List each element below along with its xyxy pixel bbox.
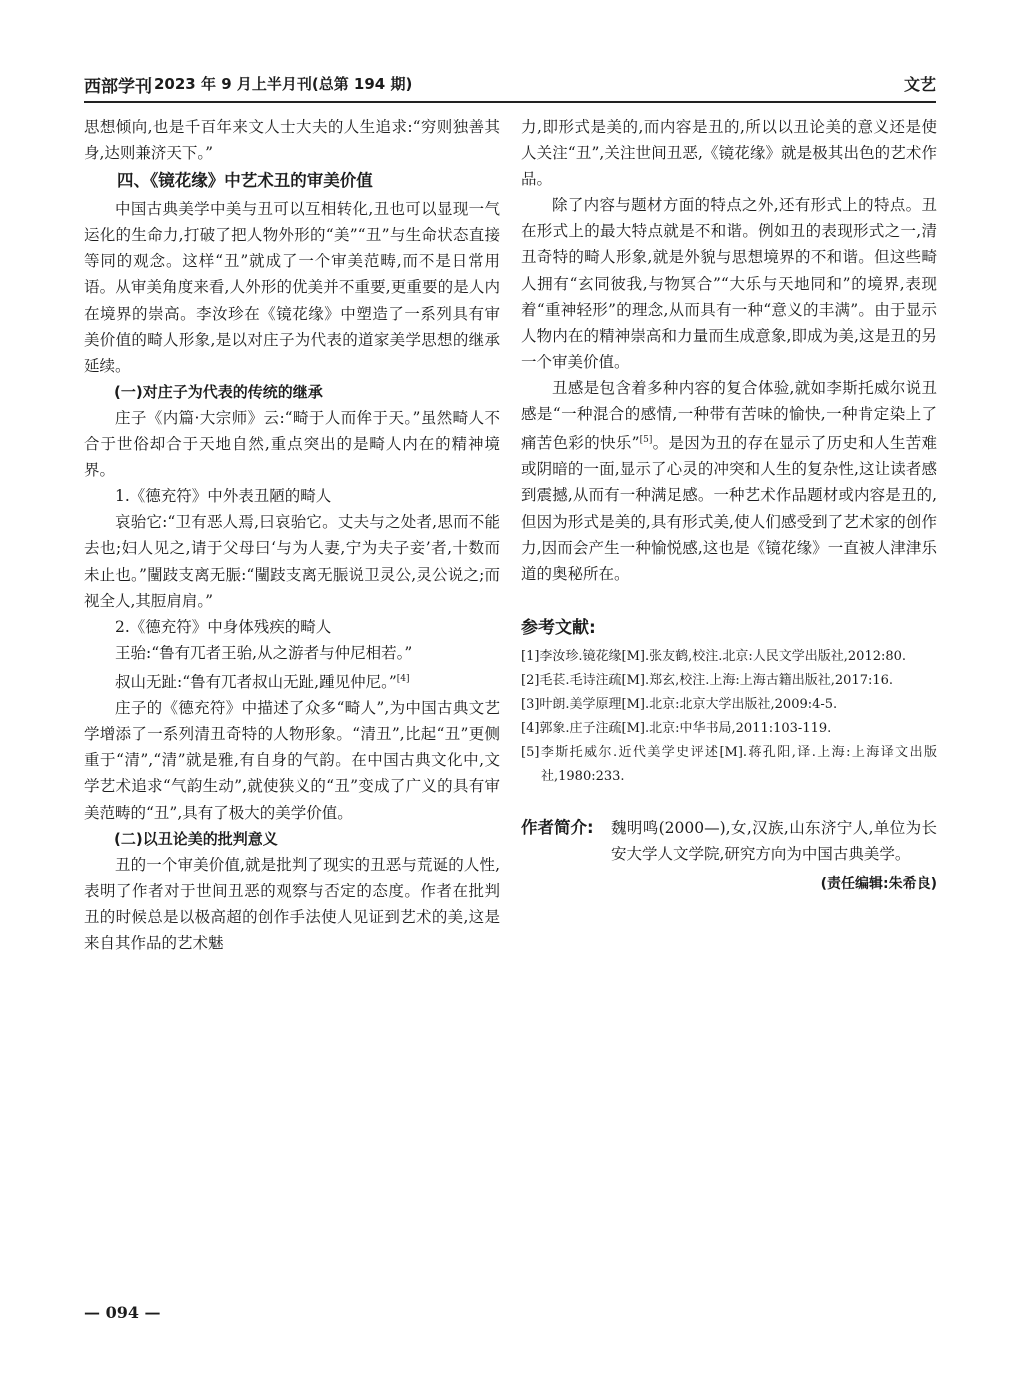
- reference-item: [1]李汝珍.镜花缘[M].张友鹤,校注.北京:人民文学出版社,2012:80.: [521, 648, 907, 664]
- paragraph: 庄子《内篇·大宗师》云:“畸于人而侔于天。”虽然畸人不合于世俗却合于天地自然,重点突出的是畸人内在的精神境界。: [84, 408, 500, 480]
- paragraph: [521, 375, 937, 587]
- paragraph: 王骀:“鲁有兀者王骀,从之游者与仲尼相若。”: [115, 643, 413, 662]
- reference-item: [3]叶朗.美学原理[M].北京:北京大学出版社,2009:4-5.: [521, 696, 838, 712]
- paragraph: 思想倾向,也是千百年来文人士大夫的人生追求:“穷则独善其身,达则兼济天下。”: [84, 118, 500, 163]
- citation-mark: [5]: [639, 435, 653, 446]
- paragraph: 丑的一个审美价值,就是批判了现实的丑恶与荒诞的人性,表明了作者对于世间丑恶的观察与否定的态度。作者在批判丑的时候总是以极高超的创作手法使人见证到艺术的美,这是来自其作品的艺术魅: [84, 855, 500, 952]
- author-bio: [521, 815, 937, 867]
- subsection-heading: (一)对庄子为代表的传统的继承: [114, 382, 323, 401]
- author-bio-text: 魏明鸣(2000—),女,汉族,山东济宁人,单位为长安大学人文学院,研究方向为中国古典美学。: [611, 818, 937, 863]
- issue-info: 2023 年 9 月上半月刊(总第 194 期): [154, 75, 413, 93]
- paragraph: 庄子的《德充符》中描述了众多“畸人”,为中国古典文艺学增添了一系列清丑奇特的人物形象。“清丑”,比起“丑”更侧重于“清”,“清”就是雅,有自身的气韵。在中国古典文化中,文学艺术追求“气韵生动”,就使狭义的“丑”变成了广义的具有审美范畴的“丑”,具有了极大的美学价值。: [84, 699, 500, 822]
- paragraph: 除了内容与题材方面的特点之外,还有形式上的特点。丑在形式上的最大特点就是不和谐。例如丑的表现形式之一,清丑奇特的畸人形象,就是外貌与思想境界的不和谐。但这些畸人拥有“玄同彼我,与物冥合”“大乐与天地同和”的境界,表现着“重神轻形”的理念,从而具有一种“意义的丰满”。由于显示人物内在的精神崇高和力量而生成意象,即成为美,这是丑的另一个审美价值。: [521, 196, 937, 371]
- journal-logo: 西部学刊: [84, 77, 152, 97]
- paragraph-text: 。是因为丑的存在显示了历史和人生苦难或阴暗的一面,显示了心灵的冲突和人生的复杂性,这让读者感到震撼,从而有一种满足感。一种艺术作品题材或内容是丑的,但因为形式是美的,具有形式美,使人们感受到了艺术家的创作力,因而会产生一种愉悦感,这也是《镜花缘》一直被人津津乐道的奥秘所在。: [521, 434, 937, 583]
- paragraph: 力,即形式是美的,而内容是丑的,所以以丑论美的意义还是使人关注“丑”,关注世间丑恶,《镜花缘》就是极其出色的艺术作品。: [521, 118, 937, 189]
- paragraph: [84, 666, 500, 695]
- paragraph-text: 丑感是包含着多种内容的复合体验,就如李斯托威尔说丑感是“一种混合的感情,一种带有苦味的愉快,一种肯定染上了痛苦色彩的快乐”: [521, 378, 937, 453]
- section-name: 文艺: [903, 75, 936, 94]
- author-bio-label: 作者简介:: [521, 817, 594, 837]
- editor-credit: (责任编辑:朱希良): [820, 876, 937, 893]
- paragraph-text: 叔山无趾:“鲁有兀者叔山无趾,踵见仲尼。”: [115, 673, 397, 692]
- subsection-heading: (二)以丑论美的批判意义: [114, 829, 278, 848]
- list-item: 2.《德充符》中身体残疾的畸人: [115, 617, 332, 636]
- reference-list: [521, 645, 937, 789]
- left-column: [84, 114, 500, 956]
- references-heading: 参考文献:: [521, 617, 596, 638]
- page-header: [84, 72, 936, 98]
- reference-item: [5]李斯托威尔.近代美学史评述[M].蒋孔阳,译.上海:上海译文出版社,1980:233.: [521, 744, 937, 784]
- reference-item: [4]郭象.庄子注疏[M].北京:中华书局,2011:103-119.: [521, 720, 832, 736]
- list-item: 1.《德充符》中外表丑陋的畸人: [115, 487, 332, 506]
- paragraph: 哀骀它:“卫有恶人焉,曰哀骀它。丈夫与之处者,思而不能去也;妇人见之,请于父母曰‘与为人妻,宁为夫子妾’者,十数而未止也。”闉跂支离无脤:“闉跂支离无脤说卫灵公,灵公说之;而视全人,其脰肩肩。”: [84, 513, 500, 610]
- header-rule: [84, 101, 936, 103]
- page-number: — 094 —: [84, 1303, 161, 1322]
- citation-mark: [4]: [396, 673, 410, 684]
- section-heading: 四、《镜花缘》中艺术丑的审美价值: [117, 171, 373, 191]
- paragraph: 中国古典美学中美与丑可以互相转化,丑也可以显现一气运化的生命力,打破了把人物外形的“美”“丑”与生命状态直接等同的观念。这样“丑”就成了一个审美范畴,而不是日常用语。从审美角度来看,人外形的优美并不重要,更重要的是人内在境界的崇高。李汝珍在《镜花缘》中塑造了一系列具有审美价值的畸人形象,是以对庄子为代表的道家美学思想的继承延续。: [84, 200, 500, 375]
- reference-item: [2]毛苌.毛诗注疏[M].郑玄,校注.上海:上海古籍出版社,2017:16.: [521, 672, 894, 688]
- right-column: [521, 114, 937, 897]
